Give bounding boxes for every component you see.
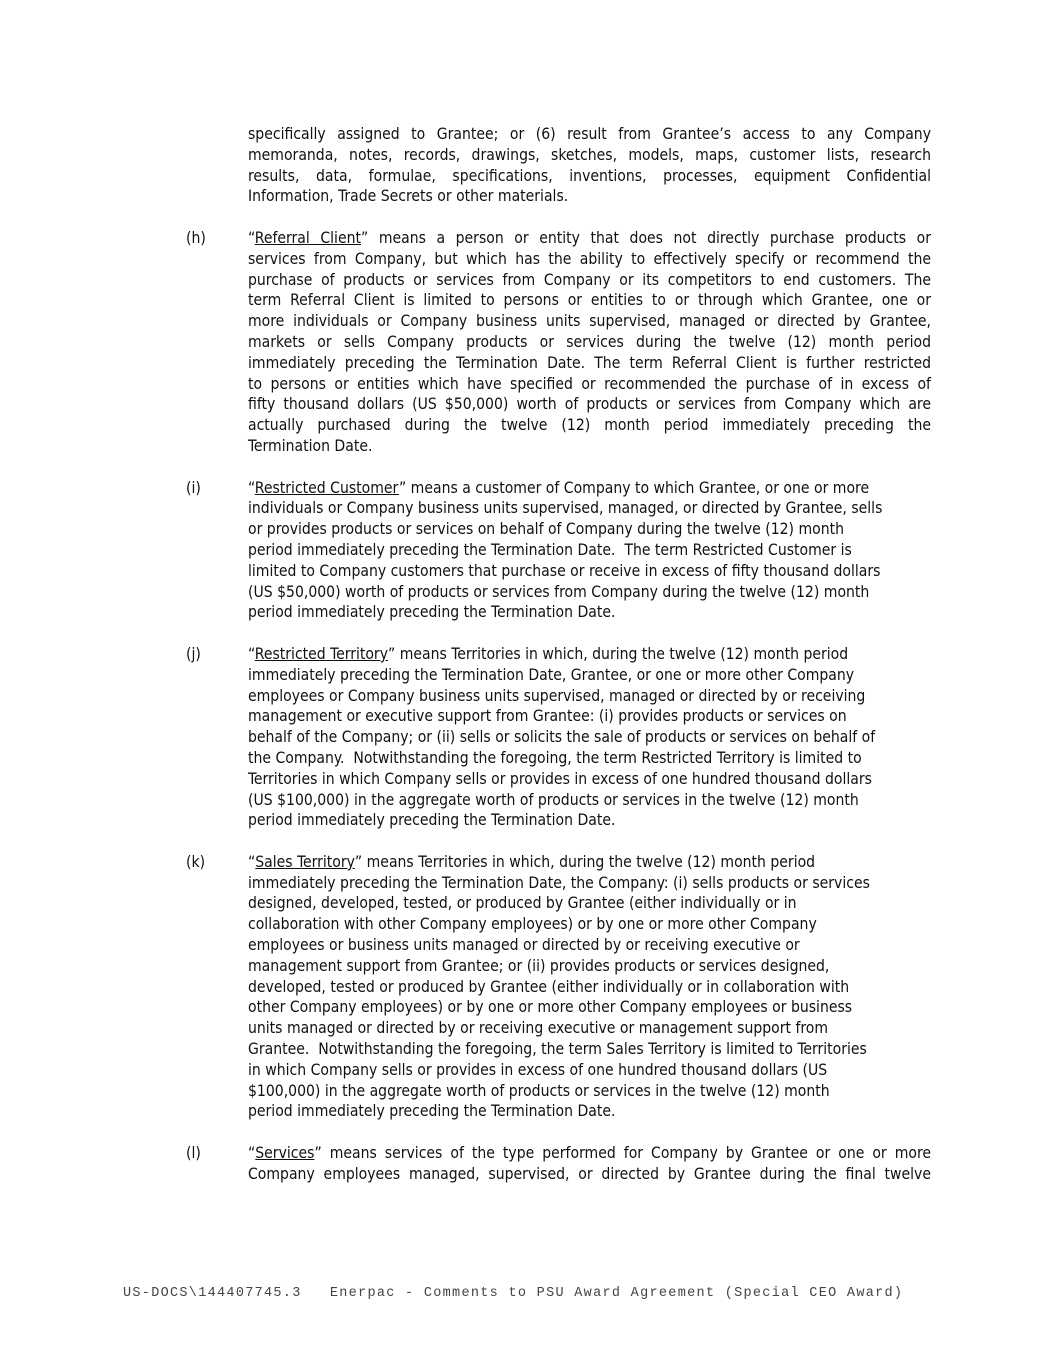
text-line: purchase of products or services from Company or its competitors to end customers. The [248, 270, 931, 289]
text-line: immediately preceding the Termination Date, Grantee, or one or more other Company [248, 665, 855, 684]
text-line: period immediately preceding the Termination Date. [248, 603, 616, 622]
section-label: (l) [186, 1144, 201, 1163]
text-line: fifty thousand dollars (US $50,000) worth of products or services from Company which are [248, 395, 931, 414]
text-line: immediately preceding the Termination Date, the Company: (i) sells products or services [248, 873, 870, 892]
text-line: period immediately preceding the Termination Date. The term Restricted Customer is [248, 540, 852, 559]
definition-k [0, 852, 1055, 1122]
line-text: ” means Territories in which, during the twelve (12) month period [388, 644, 849, 663]
text-line: in which Company sells or provides in excess of one hundred thousand dollars (US [248, 1060, 828, 1079]
text-line: collaboration with other Company employees) or by one or more other Company [248, 915, 817, 934]
text-line: management or executive support from Grantee: (i) provides products or services on [248, 707, 847, 726]
defined-term: Sales Territory [255, 852, 355, 871]
line-text: ” means services of the type performed for Company by Grantee or one or more [314, 1144, 931, 1163]
continued-paragraph [0, 124, 1055, 207]
text-line: Company employees managed, supervised, or directed by Grantee during the final twelve [248, 1164, 931, 1183]
open-quote: “ [248, 644, 255, 663]
defined-term: Services [255, 1144, 315, 1163]
line-text: ” means a person or entity that does not directly purchase products or [360, 228, 931, 247]
text-line [248, 478, 931, 499]
footer-title: Enerpac - Comments to PSU Award Agreement (Special CEO Award) [329, 1286, 904, 1301]
text-line: memoranda, notes, records, drawings, sketches, models, maps, customer lists, research [248, 145, 931, 164]
text-line: other Company employees) or by one or more other Company employees or business [248, 998, 853, 1017]
text-line: designed, developed, tested, or produced by Grantee (either individually or in [248, 894, 797, 913]
definition-j [0, 644, 1055, 831]
text-line: Grantee. Notwithstanding the foregoing, the term Sales Territory is limited to Territories [248, 1040, 867, 1059]
section-label: (h) [186, 228, 206, 247]
text-line: services from Company, but which has the ability to effectively specify or recommend the [248, 249, 931, 268]
defined-term: Restricted Customer [254, 478, 399, 497]
text-line: period immediately preceding the Termination Date. [248, 811, 616, 830]
open-quote: “ [248, 1144, 256, 1163]
text-line: management support from Grantee; or (ii) provides products or services designed, [248, 956, 830, 975]
text-line: period immediately preceding the Termination Date. [248, 1102, 616, 1121]
line-text: ” means Territories in which, during the twelve (12) month period [354, 852, 816, 871]
text-line: behalf of the Company; or (ii) sells or solicits the sale of products or services on behalf of [248, 728, 876, 747]
text-line: term Referral Client is limited to persons or entities to or through which Grantee, one or [248, 291, 931, 310]
line-text: ” means a customer of Company to which Grantee, or one or more [398, 478, 870, 497]
text-line: or provides products or services on behalf of Company during the twelve (12) month [248, 520, 845, 539]
defined-term: Restricted Territory [254, 644, 388, 663]
footer-doc-id: US-DOCS\144407745.3 [123, 1286, 302, 1301]
section-label: (k) [186, 852, 206, 871]
open-quote: “ [248, 852, 256, 871]
text-line: specifically assigned to Grantee; or (6) result from Grantee’s access to any Company [248, 125, 931, 143]
text-line: individuals or Company business units supervised, managed, or directed by Grantee, sells [248, 499, 883, 518]
section-label: (i) [186, 478, 201, 497]
text-line: actually purchased during the twelve (12) month period immediately preceding the [248, 416, 931, 435]
text-line: (US $100,000) in the aggregate worth of products or services in the twelve (12) month [248, 790, 859, 809]
open-quote: “ [248, 228, 255, 247]
text-line: units managed or directed by or receiving executive or management support from [248, 1019, 829, 1038]
text-line: developed, tested or produced by Grantee (either individually or in collaboration with [248, 977, 850, 996]
text-line: the Company. Notwithstanding the foregoing, the term Restricted Territory is limited to [248, 748, 862, 767]
open-quote: “ [248, 478, 255, 497]
text-line: markets or sells Company products or services during the twelve (12) month period [248, 332, 931, 351]
text-line: Termination Date. [248, 436, 373, 455]
text-line: results, data, formulae, specifications, inventions, processes, equipment Confidential [248, 166, 931, 185]
definition-i [0, 478, 1055, 624]
text-line [248, 852, 931, 873]
text-line [248, 1143, 931, 1164]
text-line: employees or Company business units supervised, managed or directed by or receiving [248, 686, 866, 705]
page-footer [123, 1286, 903, 1301]
text-line: Information, Trade Secrets or other materials. [248, 187, 569, 206]
text-line [248, 228, 931, 249]
text-line: $100,000) in the aggregate worth of products or services in the twelve (12) month [248, 1081, 830, 1100]
text-line: (US $50,000) worth of products or services from Company during the twelve (12) month [248, 582, 870, 601]
text-line: Territories in which Company sells or provides in excess of one hundred thousand dollars [248, 769, 872, 788]
text-line: employees or business units managed or directed by or receiving executive or [248, 936, 800, 955]
section-label: (j) [186, 644, 201, 663]
document-body [0, 124, 1055, 1205]
defined-term: Referral Client [254, 228, 361, 247]
text-line: immediately preceding the Termination Date. The term Referral Client is further restricted [248, 353, 931, 372]
definition-l [0, 1143, 1055, 1185]
text-line: to persons or entities which have specified or recommended the purchase of in excess of [248, 374, 931, 393]
text-line: limited to Company customers that purchase or receive in excess of fifty thousand dollars [248, 561, 881, 580]
text-line [248, 644, 931, 665]
text-line: more individuals or Company business units supervised, managed or directed by Grantee, [248, 312, 931, 331]
definition-h [0, 228, 1055, 457]
